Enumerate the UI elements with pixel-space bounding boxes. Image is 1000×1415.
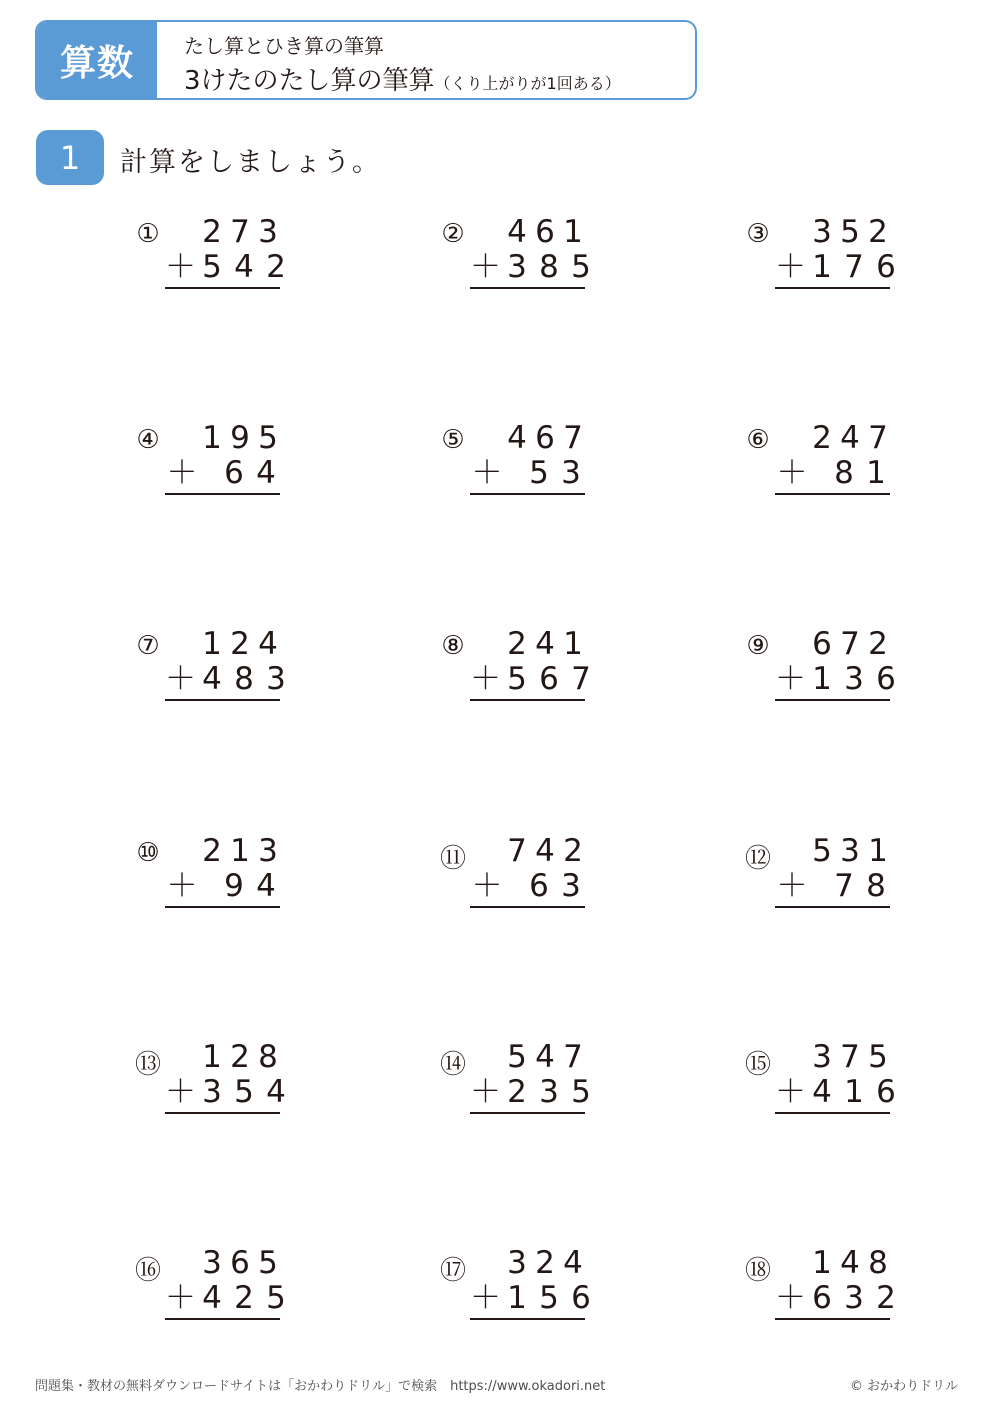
problem-item xyxy=(130,834,290,914)
digit: 3 xyxy=(844,661,864,697)
header-subtitle: たし算とひき算の筆算 xyxy=(184,34,384,58)
digit: 6 xyxy=(529,868,549,904)
digit: 4 xyxy=(202,1280,222,1316)
digit: 2 xyxy=(812,420,832,456)
plus-sign: ＋ xyxy=(776,455,808,491)
digit: 6 xyxy=(571,1280,591,1316)
plus-sign: ＋ xyxy=(165,1280,196,1316)
answer-line xyxy=(470,906,585,908)
digit: 1 xyxy=(812,249,832,285)
problem-number: ② xyxy=(441,219,465,249)
digit: 6 xyxy=(876,661,896,697)
problem-top-operand xyxy=(808,215,892,249)
plus-sign: ＋ xyxy=(165,1074,196,1110)
answer-line xyxy=(775,1318,890,1320)
digit: 3 xyxy=(812,1039,832,1075)
digit: 2 xyxy=(563,833,583,869)
answer-line xyxy=(165,906,280,908)
answer-line xyxy=(775,493,890,495)
plus-sign: ＋ xyxy=(470,1074,501,1110)
problem-bottom-row xyxy=(165,249,286,285)
problem-bottom-row xyxy=(775,1074,896,1110)
digit: 7 xyxy=(868,420,888,456)
problem-number: ⑱ xyxy=(744,1256,771,1286)
digit: 1 xyxy=(563,626,583,662)
footer-site-text: 問題集・教材の無料ダウンロードサイトは「おかわりドリル」で検索 https://www.okadori.net xyxy=(35,1379,606,1394)
plus-sign: ＋ xyxy=(471,455,503,491)
digit: 5 xyxy=(258,420,278,456)
digit: 2 xyxy=(202,833,222,869)
digit: 2 xyxy=(234,1280,254,1316)
digit: 5 xyxy=(266,1280,286,1316)
digit: 7 xyxy=(563,1039,583,1075)
problem-bottom-row xyxy=(165,1280,286,1316)
problem-number: ⑨ xyxy=(746,631,770,661)
plus-sign: ＋ xyxy=(470,1280,501,1316)
title-text: 3けたのたし算の筆算 xyxy=(184,66,435,96)
digit: 3 xyxy=(507,1245,527,1281)
digit: 4 xyxy=(535,833,555,869)
digit: 3 xyxy=(844,1280,864,1316)
problem-number: ⑤ xyxy=(441,425,465,455)
digit: 4 xyxy=(258,626,278,662)
digit: 1 xyxy=(202,420,222,456)
digit: 2 xyxy=(535,1245,555,1281)
problem-number: ⑦ xyxy=(136,631,160,661)
problem-bottom-operand xyxy=(501,662,597,696)
problem-top-operand xyxy=(198,834,282,868)
plus-sign: ＋ xyxy=(165,661,196,697)
problem-bottom-operand xyxy=(501,250,597,284)
problem-bottom-operand xyxy=(218,456,282,490)
problem-top-operand xyxy=(198,215,282,249)
digit: 6 xyxy=(876,1074,896,1110)
problem-item xyxy=(130,1040,290,1120)
problem-number: ⑰ xyxy=(439,1256,466,1286)
problem-bottom-operand xyxy=(828,869,892,903)
problem-item xyxy=(435,627,595,707)
problem-top-operand xyxy=(198,1040,282,1074)
digit: 7 xyxy=(844,249,864,285)
digit: 3 xyxy=(258,833,278,869)
digit: 4 xyxy=(256,868,276,904)
problem-top-operand xyxy=(198,1246,282,1280)
digit: 6 xyxy=(876,249,896,285)
problem-item xyxy=(740,1040,900,1120)
problem-item xyxy=(740,1246,900,1326)
problem-number: ⑧ xyxy=(441,631,465,661)
problem-item xyxy=(435,215,595,295)
problem-top-operand xyxy=(198,421,282,455)
plus-sign: ＋ xyxy=(166,455,198,491)
digit: 1 xyxy=(866,455,886,491)
digit: 6 xyxy=(535,420,555,456)
problem-number: ⑬ xyxy=(134,1050,161,1080)
problem-bottom-row xyxy=(470,1074,591,1110)
digit: 3 xyxy=(202,1074,222,1110)
answer-line xyxy=(775,906,890,908)
problem-item xyxy=(130,627,290,707)
digit: 2 xyxy=(230,1039,250,1075)
problem-bottom-row xyxy=(470,249,591,285)
problem-bottom-row xyxy=(775,661,896,697)
digit: 7 xyxy=(840,1039,860,1075)
digit: 7 xyxy=(840,626,860,662)
problem-bottom-row xyxy=(165,1074,286,1110)
digit: 2 xyxy=(868,214,888,250)
digit: 4 xyxy=(840,1245,860,1281)
answer-line xyxy=(775,287,890,289)
problem-bottom-operand xyxy=(806,662,902,696)
digit: 5 xyxy=(539,1280,559,1316)
plus-sign: ＋ xyxy=(775,249,806,285)
problem-top-operand xyxy=(808,1246,892,1280)
answer-line xyxy=(165,493,280,495)
digit: 5 xyxy=(840,214,860,250)
problem-bottom-row xyxy=(775,249,896,285)
problem-top-operand xyxy=(198,627,282,661)
digit: 8 xyxy=(258,1039,278,1075)
digit: 8 xyxy=(866,868,886,904)
digit: 8 xyxy=(834,455,854,491)
digit: 2 xyxy=(230,626,250,662)
digit: 4 xyxy=(507,420,527,456)
problem-item xyxy=(130,1246,290,1326)
digit: 6 xyxy=(224,455,244,491)
instruction-text: 計算をしましょう。 xyxy=(120,147,381,178)
answer-line xyxy=(165,287,280,289)
digit: 7 xyxy=(571,661,591,697)
digit: 4 xyxy=(563,1245,583,1281)
problem-top-operand xyxy=(503,834,587,868)
digit: 4 xyxy=(234,249,254,285)
digit: 1 xyxy=(507,1280,527,1316)
problem-bottom-row xyxy=(470,1280,591,1316)
plus-sign: ＋ xyxy=(166,868,198,904)
digit: 2 xyxy=(876,1280,896,1316)
digit: 3 xyxy=(561,868,581,904)
problem-bottom-operand xyxy=(806,250,902,284)
problem-top-operand xyxy=(503,421,587,455)
digit: 9 xyxy=(230,420,250,456)
answer-line xyxy=(470,1318,585,1320)
digit: 4 xyxy=(840,420,860,456)
problem-item xyxy=(435,421,595,501)
plus-sign: ＋ xyxy=(775,1074,806,1110)
problem-top-operand xyxy=(808,421,892,455)
problem-number: ④ xyxy=(136,425,160,455)
digit: 5 xyxy=(571,1074,591,1110)
title-note: （くり上がりが1回ある） xyxy=(434,74,621,93)
answer-line xyxy=(470,1112,585,1114)
problem-item xyxy=(740,627,900,707)
problem-bottom-operand xyxy=(196,1075,292,1109)
problem-top-operand xyxy=(808,627,892,661)
problem-bottom-operand xyxy=(806,1075,902,1109)
digit: 3 xyxy=(507,249,527,285)
digit: 6 xyxy=(812,626,832,662)
problem-number: ⑪ xyxy=(439,844,466,874)
answer-line xyxy=(470,699,585,701)
worksheet-title xyxy=(184,60,621,97)
digit: 5 xyxy=(812,833,832,869)
digit: 4 xyxy=(507,214,527,250)
problem-top-operand xyxy=(808,1040,892,1074)
digit: 2 xyxy=(507,626,527,662)
digit: 3 xyxy=(812,214,832,250)
section-number-badge: 1 xyxy=(36,130,104,185)
problem-top-operand xyxy=(503,1040,587,1074)
problem-bottom-row xyxy=(775,1280,896,1316)
plus-sign: ＋ xyxy=(776,868,808,904)
problem-number: ⑥ xyxy=(746,425,770,455)
digit: 3 xyxy=(561,455,581,491)
answer-line xyxy=(165,1318,280,1320)
problem-number: ⑯ xyxy=(134,1256,161,1286)
digit: 1 xyxy=(812,1245,832,1281)
problem-number: ① xyxy=(136,219,160,249)
problem-top-operand xyxy=(503,215,587,249)
problem-item xyxy=(740,215,900,295)
problem-bottom-operand xyxy=(218,869,282,903)
problem-top-operand xyxy=(808,834,892,868)
digit: 2 xyxy=(507,1074,527,1110)
problem-top-operand xyxy=(503,1246,587,1280)
problem-bottom-operand xyxy=(196,662,292,696)
plus-sign: ＋ xyxy=(471,868,503,904)
digit: 1 xyxy=(812,661,832,697)
digit: 3 xyxy=(202,1245,222,1281)
digit: 4 xyxy=(535,626,555,662)
digit: 7 xyxy=(834,868,854,904)
problem-bottom-row xyxy=(165,869,282,903)
problem-bottom-operand xyxy=(501,1281,597,1315)
digit: 3 xyxy=(840,833,860,869)
problem-top-operand xyxy=(503,627,587,661)
problem-bottom-row xyxy=(775,869,892,903)
digit: 6 xyxy=(539,661,559,697)
problem-bottom-row xyxy=(775,456,892,490)
problem-bottom-row xyxy=(470,661,591,697)
problem-item xyxy=(435,834,595,914)
problem-item xyxy=(130,421,290,501)
answer-line xyxy=(470,287,585,289)
digit: 5 xyxy=(571,249,591,285)
problem-bottom-operand xyxy=(523,869,587,903)
footer-copyright: © おかわりドリル xyxy=(850,1379,959,1394)
digit: 7 xyxy=(230,214,250,250)
problem-bottom-operand xyxy=(523,456,587,490)
problem-bottom-operand xyxy=(828,456,892,490)
problem-bottom-row xyxy=(470,456,587,490)
digit: 1 xyxy=(563,214,583,250)
problem-item xyxy=(740,834,900,914)
digit: 5 xyxy=(507,1039,527,1075)
problem-number: ⑩ xyxy=(136,838,160,868)
plus-sign: ＋ xyxy=(775,661,806,697)
digit: 1 xyxy=(202,626,222,662)
answer-line xyxy=(775,699,890,701)
plus-sign: ＋ xyxy=(165,249,196,285)
digit: 2 xyxy=(266,249,286,285)
answer-line xyxy=(165,699,280,701)
digit: 4 xyxy=(266,1074,286,1110)
problem-bottom-row xyxy=(165,661,286,697)
problem-item xyxy=(435,1246,595,1326)
problem-number: ⑫ xyxy=(744,844,771,874)
problem-bottom-row xyxy=(165,456,282,490)
digit: 8 xyxy=(234,661,254,697)
problem-bottom-operand xyxy=(196,250,292,284)
plus-sign: ＋ xyxy=(775,1280,806,1316)
plus-sign: ＋ xyxy=(470,249,501,285)
digit: 1 xyxy=(230,833,250,869)
problem-bottom-operand xyxy=(501,1075,597,1109)
problem-bottom-row xyxy=(470,869,587,903)
digit: 5 xyxy=(234,1074,254,1110)
problem-item xyxy=(130,215,290,295)
digit: 5 xyxy=(258,1245,278,1281)
problem-item xyxy=(740,421,900,501)
digit: 8 xyxy=(868,1245,888,1281)
digit: 1 xyxy=(844,1074,864,1110)
digit: 4 xyxy=(256,455,276,491)
digit: 5 xyxy=(202,249,222,285)
digit: 9 xyxy=(224,868,244,904)
answer-line xyxy=(775,1112,890,1114)
digit: 8 xyxy=(539,249,559,285)
plus-sign: ＋ xyxy=(470,661,501,697)
digit: 6 xyxy=(812,1280,832,1316)
digit: 4 xyxy=(202,661,222,697)
answer-line xyxy=(470,493,585,495)
problem-number: ⑮ xyxy=(744,1050,771,1080)
digit: 3 xyxy=(258,214,278,250)
worksheet-header xyxy=(35,20,697,100)
problem-bottom-operand xyxy=(806,1281,902,1315)
digit: 5 xyxy=(507,661,527,697)
digit: 4 xyxy=(535,1039,555,1075)
problem-bottom-operand xyxy=(196,1281,292,1315)
digit: 3 xyxy=(539,1074,559,1110)
digit: 1 xyxy=(868,833,888,869)
digit: 7 xyxy=(563,420,583,456)
digit: 2 xyxy=(868,626,888,662)
digit: 7 xyxy=(507,833,527,869)
digit: 1 xyxy=(202,1039,222,1075)
problem-number: ⑭ xyxy=(439,1050,466,1080)
digit: 2 xyxy=(202,214,222,250)
subject-badge: 算数 xyxy=(37,22,157,98)
answer-line xyxy=(165,1112,280,1114)
problem-item xyxy=(435,1040,595,1120)
digit: 3 xyxy=(266,661,286,697)
digit: 5 xyxy=(868,1039,888,1075)
problem-number: ③ xyxy=(746,219,770,249)
digit: 5 xyxy=(529,455,549,491)
digit: 6 xyxy=(230,1245,250,1281)
digit: 4 xyxy=(812,1074,832,1110)
digit: 6 xyxy=(535,214,555,250)
